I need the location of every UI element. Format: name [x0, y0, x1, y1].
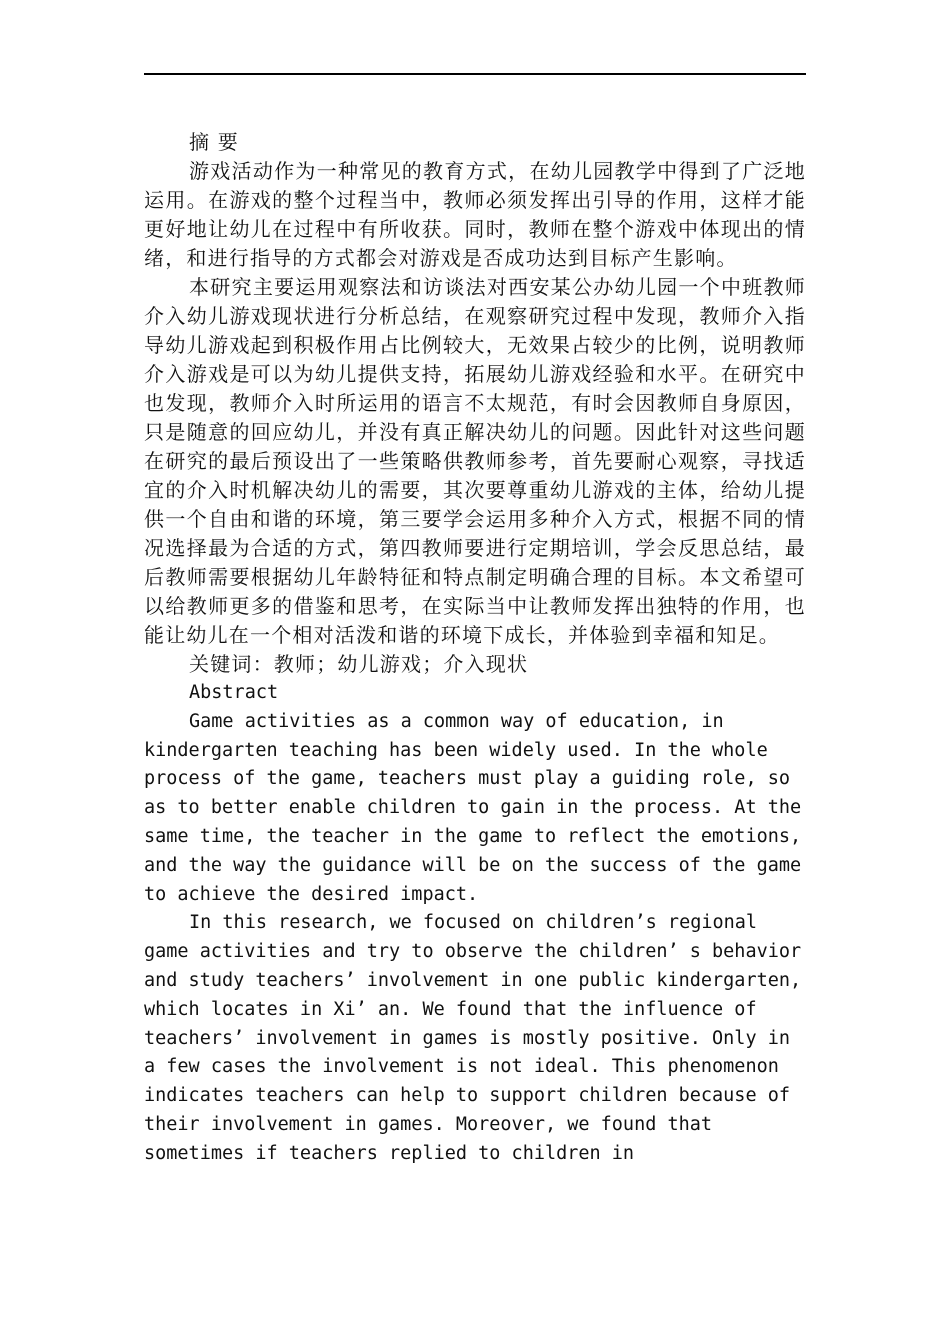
abstract-cn-paragraph-1: 游戏活动作为一种常见的教育方式，在幼儿园教学中得到了广泛地运用。在游戏的整个过程当中，教师必须发挥出引导的作用，这样才能更好地让幼儿在过程中有所收获。同时，教师在整个游戏中体现出的情绪，和进行指导的方式都会对游戏是否成功达到目标产生影响。 [144, 159, 806, 270]
header-rule [144, 73, 806, 75]
abstract-en-paragraph-2: In this research, we focused on children’s regional game activities and try to observe the children’ s behavior and study teachers’ involvement in one public kindergarten, which locates in Xi’ an. We found that the influence of teachers’ involvement in games is mostly positive. Only in a few cases the involvement is not ideal. This phenomenon indicates teachers can help to support children because of their involvement in games. Moreover, we found that sometimes if teachers replied to children in [144, 912, 802, 1164]
abstract-en-heading: Abstract [189, 682, 279, 703]
abstract-cn-paragraph-2: 本研究主要运用观察法和访谈法对西安某公办幼儿园一个中班教师介入幼儿游戏现状进行分析总结，在观察研究过程中发现，教师介入指导幼儿游戏起到积极作用占比例较大，无效果占较少的比例，说明教师介入游戏是可以为幼儿提供支持，拓展幼儿游戏经验和水平。在研究中也发现，教师介入时所运用的语言不太规范，有时会因教师自身原因，只是随意的回应幼儿，并没有真正解决幼儿的问题。因此针对这些问题在研究的最后预设出了一些策略供教师参考，首先要耐心观察，寻找适宜的介入时机解决幼儿的需要，其次要尊重幼儿游戏的主体，给幼儿提供一个自由和谐的环境，第三要学会运用多种介入方式，根据不同的情况选择最为合适的方式，第四教师要进行定期培训，学会反思总结，最后教师需要根据幼儿年龄特征和特点制定明确合理的目标。本文希望可以给教师更多的借鉴和思考，在实际当中让教师发挥出独特的作用，也能让幼儿在一个相对活泼和谐的环境下成长，并体验到幸福和知足。 [144, 275, 806, 647]
abstract-en-paragraph-1: Game activities as a common way of education, in kindergarten teaching has been widely used. In the whole process of the game, teachers must play a guiding role, so as to better enable children to gain in the process. At the same time, the teacher in the game to reflect the emotions, and the way the guidance will be on the success of the game to achieve the desired impact. [144, 710, 802, 905]
keywords-line: 关键词：教师；幼儿游戏；介入现状 [189, 652, 529, 676]
abstract-cn-heading: 摘 要 [189, 130, 239, 154]
document-body [144, 128, 806, 1169]
